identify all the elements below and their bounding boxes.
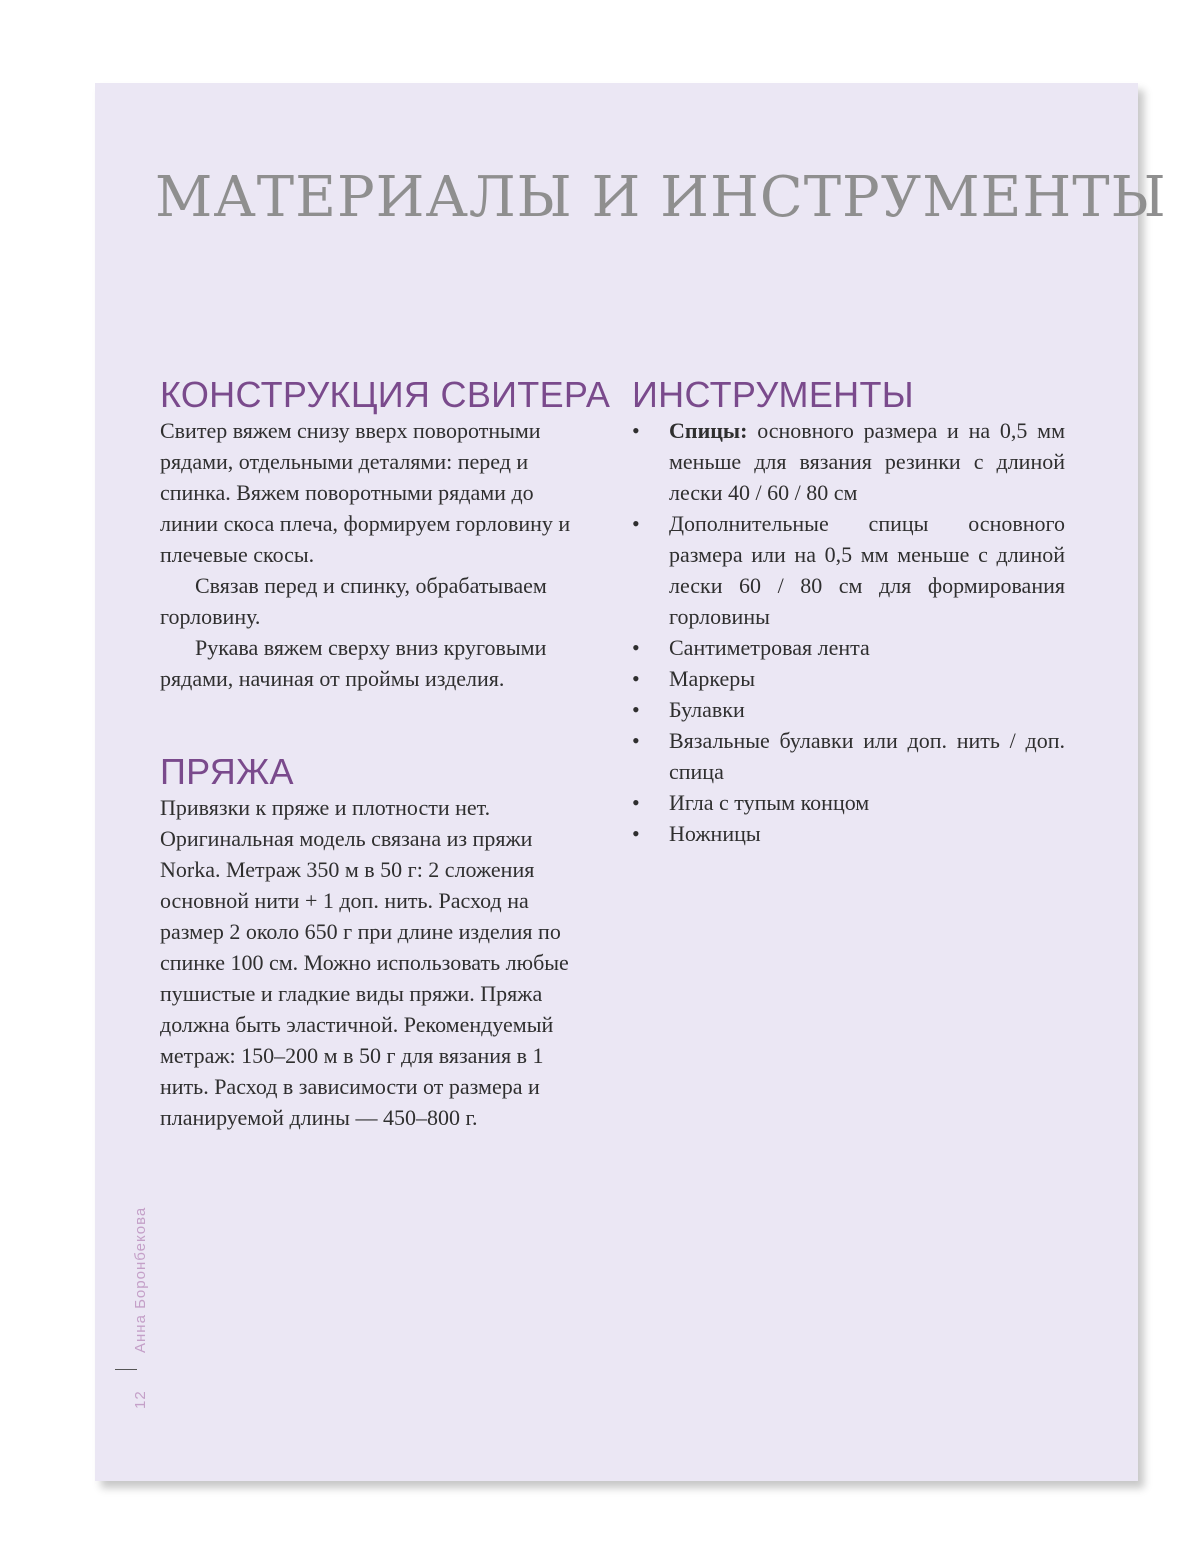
construction-paragraph-1: Свитер вяжем снизу вверх поворотными рядами, отдельными деталями: перед и спинка. Вяжем поворотными рядами до линии скоса плеча, формируем горловину и плечевые скосы.	[160, 418, 571, 567]
list-item-bold: Спицы:	[669, 418, 748, 443]
list-item	[632, 694, 1065, 725]
construction-paragraph-3: Рукава вяжем сверху вниз круговыми рядами, начиная от проймы изделия.	[160, 635, 547, 691]
list-item	[632, 725, 1065, 787]
right-column	[632, 375, 1065, 849]
yarn-heading: ПРЯЖА	[160, 751, 294, 792]
list-item-text: Ножницы	[669, 821, 761, 846]
yarn-paragraph: Привязки к пряже и плотности нет. Оригинальная модель связана из пряжи Norka. Метраж 350 м в 50 г: 2 сложения основной нити + 1 доп. нить. Расход на размер 2 около 650 г при длине изделия по спинке 100 см. Можно использовать любые пушистые и гладкие виды пряжи. Пряжа должна быть эластичной. Рекомендуемый метраж: 150–200 м в 50 г для вязания в 1 нить. Расход в зависимости от размера и планируемой длины — 450–800 г.	[160, 795, 569, 1130]
book-page	[95, 83, 1167, 1481]
author-name: Анна Боронбекова	[132, 1206, 149, 1353]
list-item	[632, 663, 1065, 694]
page-number: 12	[132, 1390, 149, 1409]
list-item	[632, 508, 1065, 632]
page-title: МАТЕРИАЛЫ И ИНСТРУМЕНТЫ	[155, 165, 1167, 230]
tools-list	[632, 415, 1065, 849]
list-item-text: Дополнительные спицы основного размера или на 0,5 мм меньше с длиной лески 60 / 80 см для формирования горловины	[669, 511, 1065, 629]
construction-text	[160, 415, 590, 694]
construction-section	[160, 374, 611, 694]
left-column	[160, 374, 611, 1133]
yarn-text-block	[160, 792, 590, 1133]
list-item-text: Маркеры	[669, 666, 756, 691]
tools-heading: ИНСТРУМЕНТЫ	[632, 374, 914, 415]
construction-paragraph-2: Связав перед и спинку, обрабатываем горловину.	[160, 573, 547, 629]
list-item	[632, 632, 1065, 663]
list-item	[632, 818, 1065, 849]
list-item-text: Вязальные булавки или доп. нить / доп. спица	[669, 728, 1065, 784]
list-item-text: Сантиметровая лента	[669, 635, 870, 660]
list-item	[632, 415, 1065, 508]
list-item-text: Булавки	[669, 697, 745, 722]
tools-section	[632, 375, 1065, 849]
list-item-text: Игла с тупым концом	[669, 790, 870, 815]
list-item	[632, 787, 1065, 818]
side-divider	[115, 1369, 137, 1370]
yarn-section	[160, 752, 590, 1133]
list-item-text: основного размера и на 0,5 мм меньше для вязания резинки с длиной лески 40 / 60 / 80 см	[669, 418, 1065, 505]
construction-heading: КОНСТРУКЦИЯ СВИТЕРА	[160, 374, 611, 415]
